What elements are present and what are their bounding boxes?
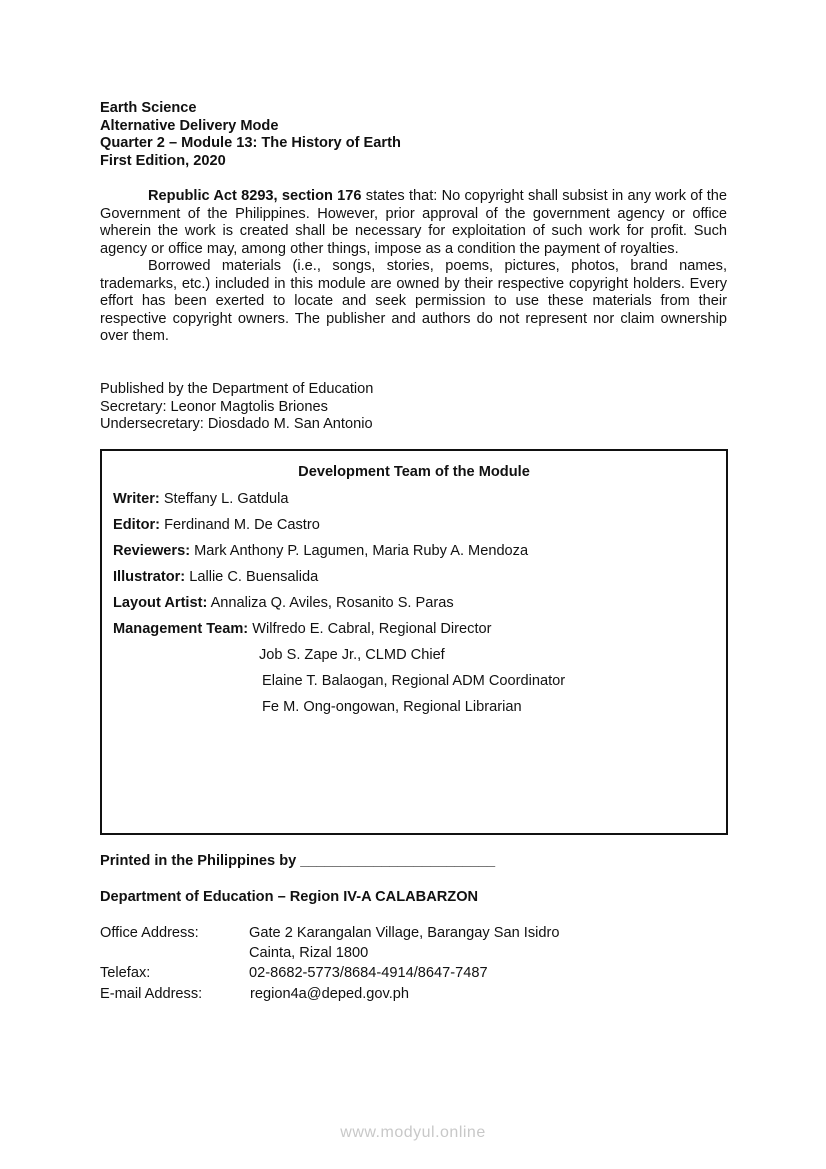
management-row [113, 621, 491, 637]
email-label: E-mail Address: [100, 986, 203, 1002]
edition: First Edition, 2020 [100, 152, 226, 169]
office-address-line1: Gate 2 Karangalan Village, Barangay San Isidro [249, 925, 560, 941]
management-member: Fe M. Ong-ongowan, Regional Librarian [262, 699, 522, 715]
illustrator-row [113, 569, 318, 585]
management-label: Management Team: [113, 621, 249, 637]
borrowed-materials-paragraph [100, 258, 727, 346]
layout-artist-row [113, 595, 454, 611]
copyright-law: Republic Act 8293, section 176 [148, 188, 362, 204]
copyright-text: states that: No copyright shall subsist in any work of the Government of the Philippines. However, prior approval of the government agency or office wherein the work is created shall be necessary for exploitation of such work for profit. Such agency or office may, among other things, impose as a condition the payment of royalties. [100, 188, 727, 257]
email-value[interactable]: region4a@deped.gov.ph [250, 986, 409, 1002]
telefax-label: Telefax: [100, 965, 151, 981]
writer-row [113, 491, 289, 507]
borrowed-text: Borrowed materials (i.e., songs, stories, poems, pictures, photos, brand names, trademarks, etc.) included in this module are owned by their respective copyright holders. Every effort has been exerted to locate and seek permission to use these materials from their respective copyright owners. The publisher and authors do not represent nor claim ownership over them. [100, 258, 727, 345]
publisher-info [100, 381, 373, 434]
contact-info [100, 925, 700, 1015]
copyright-paragraph [100, 188, 727, 258]
writer-label: Writer: [113, 491, 160, 507]
illustrator-label: Illustrator: [113, 569, 186, 585]
publisher: Published by the Department of Education [100, 381, 374, 397]
management-member: Wilfredo E. Cabral, Regional Director [248, 621, 492, 637]
team-title: Development Team of the Module [298, 464, 530, 480]
development-team-box [100, 449, 728, 835]
layout-artist-label: Layout Artist: [113, 595, 208, 611]
reviewers-row [113, 543, 528, 559]
printed-by: Printed in the Philippines by ________________________ [100, 853, 496, 869]
module-title: Quarter 2 – Module 13: The History of Earth [100, 135, 401, 152]
reviewers-value: Mark Anthony P. Lagumen, Maria Ruby A. Mendoza [190, 543, 529, 559]
editor-value: Ferdinand M. De Castro [160, 517, 320, 533]
management-member: Elaine T. Balaogan, Regional ADM Coordinator [262, 673, 566, 689]
telefax-value: 02-8682-5773/8684-4914/8647-7487 [249, 965, 488, 981]
illustrator-value: Lallie C. Buensalida [185, 569, 319, 585]
undersecretary: Undersecretary: Diosdado M. San Antonio [100, 416, 373, 433]
watermark: www.modyul.online [340, 1124, 486, 1141]
delivery-mode: Alternative Delivery Mode [100, 117, 279, 134]
editor-label: Editor: [113, 517, 161, 533]
layout-artist-value: Annaliza Q. Aviles, Rosanito S. Paras [207, 595, 454, 611]
editor-row [113, 517, 320, 533]
reviewers-label: Reviewers: [113, 543, 191, 559]
office-address-label: Office Address: [100, 925, 199, 941]
management-member: Job S. Zape Jr., CLMD Chief [259, 647, 445, 663]
secretary: Secretary: Leonor Magtolis Briones [100, 398, 328, 415]
writer-value: Steffany L. Gatdula [159, 491, 289, 507]
region-office: Department of Education – Region IV-A CALABARZON [100, 889, 479, 905]
module-header [100, 100, 401, 170]
subject-title: Earth Science [100, 100, 197, 116]
office-address-line2: Cainta, Rizal 1800 [249, 945, 369, 961]
